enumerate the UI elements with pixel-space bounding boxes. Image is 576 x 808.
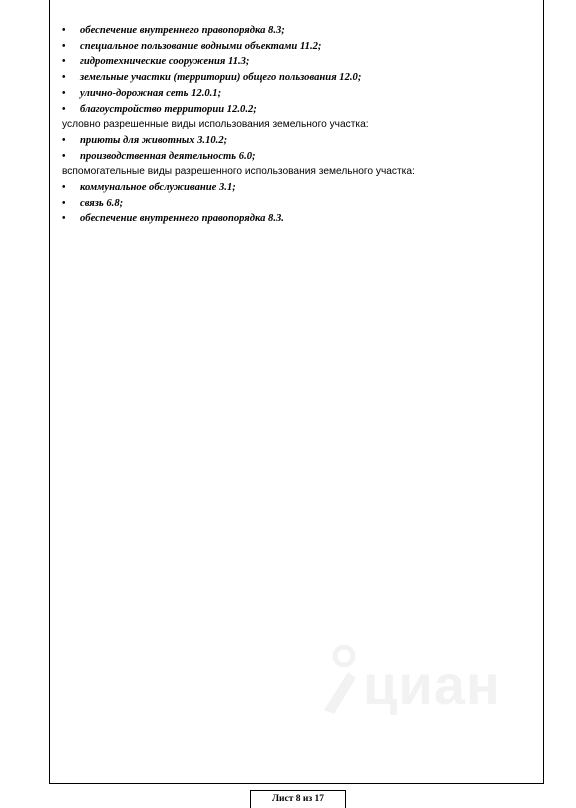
list-item: • связь 6.8; bbox=[62, 196, 532, 212]
list-item: • благоустройство территории 12.0.2; bbox=[62, 102, 532, 118]
watermark bbox=[318, 640, 528, 720]
list-item: • обеспечение внутреннего правопорядка 8.3. bbox=[62, 211, 532, 227]
cian-logo-icon bbox=[318, 644, 362, 714]
document-body bbox=[62, 23, 532, 227]
list-item: • коммунальное обслуживание 3.1; bbox=[62, 180, 532, 196]
list-item: • приюты для животных 3.10.2; bbox=[62, 133, 532, 149]
list-item: • гидротехнические сооружения 11.3; bbox=[62, 54, 532, 70]
bullet-icon: • bbox=[62, 197, 66, 209]
list-item: • улично-дорожная сеть 12.0.1; bbox=[62, 86, 532, 102]
bullet-icon: • bbox=[62, 72, 66, 84]
bullet-icon: • bbox=[62, 25, 66, 36]
bullet-icon: • bbox=[62, 182, 66, 194]
bullet-icon: • bbox=[62, 134, 66, 146]
auxiliary-uses-heading: вспомогательные виды разрешенного использования земельного участка: bbox=[62, 166, 415, 178]
bullet-icon: • bbox=[62, 40, 66, 52]
bullet-icon: • bbox=[62, 87, 66, 99]
list-item: • обеспечение внутреннего правопорядка 8.3; bbox=[62, 23, 532, 39]
bullet-icon: • bbox=[62, 56, 66, 68]
conditional-uses-heading: условно разрешенные виды использования земельного участка: bbox=[62, 119, 369, 131]
bullet-icon: • bbox=[62, 213, 66, 225]
list-item: • земельные участки (территории) общего пользования 12.0; bbox=[62, 70, 532, 86]
permitted-uses-list bbox=[62, 23, 532, 117]
list-item: • специальное пользование водными объектами 11.2; bbox=[62, 39, 532, 55]
watermark-text: циан bbox=[363, 653, 501, 716]
auxiliary-uses-list bbox=[62, 180, 532, 227]
sheet-number-label: Лист 8 из 17 bbox=[250, 790, 346, 808]
list-item: • производственная деятельность 6.0; bbox=[62, 149, 532, 165]
bullet-icon: • bbox=[62, 103, 66, 115]
bullet-icon: • bbox=[62, 150, 66, 162]
conditional-uses-list bbox=[62, 133, 532, 164]
